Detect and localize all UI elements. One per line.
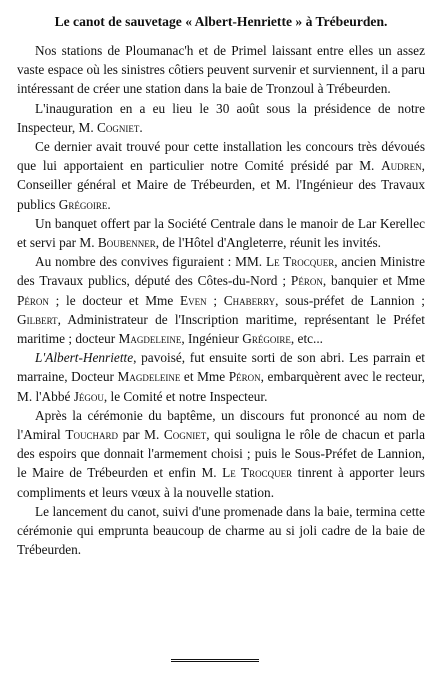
paragraph-7	[17, 406, 425, 502]
paragraph-8	[17, 502, 425, 560]
person-name: Magdeleine	[117, 369, 181, 385]
paragraph-text: , Conseiller général et Maire de Trébeurden, et M. l'Ingénieur des Travaux publics	[17, 158, 425, 212]
paragraph-text: Ce dernier avait trouvé pour cette installation les concours très dévoués que lui apportaient en particulier notre Comité présidé par M.	[17, 139, 425, 174]
paragraph-text: , sous-préfet de Lannion ;	[275, 292, 425, 308]
paragraph-text: , Administrateur de l'Inscription maritime, représentant le Préfet maritime ; docteur	[17, 311, 425, 347]
paragraph-text: tinrent à apporter leurs compliments et leurs vœux à la nouvelle station.	[17, 465, 425, 500]
person-name: Péron	[17, 292, 49, 308]
paragraph-text: , qui souligna le rôle de chacun et parla des espoirs que donnait l'armement choisi ; puis le Sous-Préfet de Lannion, le Maire de Trébeurden et enfin M.	[17, 427, 425, 481]
person-name: Le Trocquer	[222, 465, 293, 481]
person-name: Péron	[290, 273, 323, 289]
paragraph-text: , embarquèrent avec le recteur, M. l'Abbé	[17, 369, 426, 404]
paragraph-5	[17, 252, 425, 348]
person-name: Cogniet	[163, 427, 207, 443]
boat-name: L'Albert-Henriette	[35, 350, 134, 366]
person-name: Grégoire	[242, 331, 291, 347]
person-name: Jégou	[73, 388, 104, 404]
person-name: Chaberry	[223, 292, 276, 308]
paragraph-text: , de l'Hôtel d'Angleterre, réunit les invités.	[155, 235, 381, 251]
paragraph-text: Après la cérémonie du baptême, un discours fut prononcé au nom de l'Amiral	[17, 407, 425, 443]
paragraph-text: , Ingénieur	[181, 331, 243, 347]
paragraph-4	[17, 214, 425, 252]
person-name: Magdeleine	[118, 331, 182, 347]
paragraph-1	[17, 41, 425, 99]
person-name: Le Trocquer	[265, 254, 335, 270]
closing-rule	[171, 659, 259, 662]
paragraph-text: Le lancement du canot, suivi d'une promenade dans la baie, termina cette cérémonie qui emprunta beaucoup de charme au si joli cadre de la baie de Trébeurden.	[17, 503, 425, 558]
person-name: Grégoire	[58, 196, 108, 212]
paragraph-text: , pavoisé, fut ensuite sorti de son abri. Les parrain et marraine, Docteur	[17, 350, 425, 385]
person-name: Gilbert	[17, 311, 58, 327]
paragraph-text: ;	[206, 292, 224, 308]
paragraph-3	[17, 137, 425, 214]
paragraph-text: L'inauguration en a eu lieu le 30 août sous la présidence de notre Inspecteur, M.	[17, 100, 425, 135]
person-name: Cogniet	[96, 119, 140, 135]
paragraph-text: , ancien Ministre des Travaux publics, député des Côtes-du-Nord ;	[17, 254, 425, 289]
person-name: Touchard	[65, 427, 118, 443]
paragraph-text: Un banquet offert par la Société Centrale dans le manoir de Lar Kerellec et servi par M.	[17, 215, 425, 251]
person-name: Boubenner	[97, 235, 156, 251]
article-title: Le canot de sauvetage « Albert-Henriette » à Trébeurden.	[54, 14, 388, 29]
paragraph-text: ; le docteur et Mme	[48, 292, 181, 308]
paragraph-text: .	[107, 196, 111, 212]
paragraph-text: et Mme	[180, 369, 229, 385]
paragraph-text: , etc...	[290, 331, 324, 347]
paragraph-text: , le Comité et notre Inspecteur.	[103, 388, 268, 404]
paragraph-text: Au nombre des convives figuraient : MM.	[35, 254, 266, 270]
person-name: Péron	[228, 369, 261, 385]
paragraph-text: .	[139, 119, 143, 135]
paragraph-text: par M.	[117, 427, 164, 443]
paragraph-6	[17, 348, 425, 406]
paragraph-2	[17, 99, 425, 137]
paragraph-text: , banquier et Mme	[322, 273, 426, 289]
person-name: Even	[180, 292, 207, 308]
paragraph-text: Nos stations de Ploumanac'h et de Primel laissant entre elles un assez vaste espace où les sinistres côtiers peuvent survenir et surviennent, il a paru intéressant de créer une station dans la baie de Tronzoul à Trébeurden.	[17, 43, 425, 97]
person-name: Audren	[381, 158, 422, 174]
